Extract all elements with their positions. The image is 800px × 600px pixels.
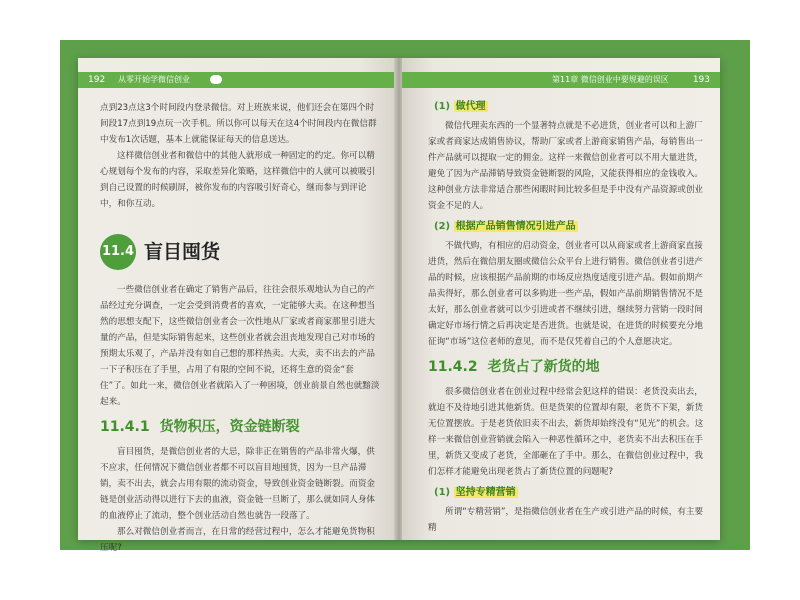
section-number-2: 11.4.2 bbox=[428, 359, 478, 375]
section-heading-11-4-2 bbox=[428, 356, 706, 378]
wechat-icon bbox=[210, 75, 222, 84]
left-body-bottom bbox=[100, 282, 382, 556]
right-para-2: 不做代购，有相应的启动资金，创业者可以从商家或者上游商家直接进货，然后在微信朋友圈或微信公众平台上进行销售。微信创业者引进产品的时候，应该根据产品前期的市场反应热度适度引进产品。假如前期产品卖得好，那么创业者可以多购进一些产品，假如产品前期销售情况不是太好，那么创业者就可以少引进或者不继续引进，继续努力营销一段时间确定好市场行情之后再决定是否进货。也就是说，在进货的时候要充分地征询“市场”这位老师的意见，而不是仅凭着自己的个人意愿决定。 bbox=[428, 241, 704, 347]
left-para-1: 点到23点这3个时间段内登录微信。对上班族来说，他们还会在第四个时间段17点到19点玩一次手机。所以你可以每天在这4个时间段内在微信群中发布1次话题，基本上就能保证每天的信息送达。 bbox=[100, 103, 377, 145]
right-para-4: 所谓“专精营销”，是指微信创业者在生产或引进产品的时候，有主要精 bbox=[428, 507, 704, 533]
left-page-number: 192 bbox=[88, 75, 106, 85]
left-header-bar bbox=[78, 72, 396, 88]
chapter-title: 盲目囤货 bbox=[144, 241, 221, 263]
right-para-3: 很多微信创业者在创业过程中经常会犯这样的错误：老货没卖出去，就迫不及待地引进其他新货。但是货架的位置却有限，老货不下架，新货无位置摆放。于是老货依旧卖不出去，新货却始终没有“见光”的机会。这样一来微信创业营销就会陷入一种恶性循环之中，老货卖不出去积压在手里，新货又变成了老货，全部砸在了手中。那么，在微信创业过程中，我们怎样才能避免出现老货占了新货位置的问题呢? bbox=[428, 387, 704, 477]
left-body-top bbox=[100, 100, 382, 212]
left-page bbox=[78, 58, 396, 553]
section-title: 货物积压，资金链断裂 bbox=[159, 419, 300, 435]
left-running-head: 从零开始学微信创业 bbox=[118, 75, 190, 84]
right-page-number: 193 bbox=[692, 75, 710, 85]
section-title-2: 老货占了新货的地 bbox=[487, 359, 600, 375]
left-para-4: 盲目囤货，是微信创业者的大忌，除非正在销售的产品非常火爆，供不应求，任何情况下微信创业者都不可以盲目地囤货，因为一旦产品滞销，卖不出去，就会占用有限的流动资金，导致创业资金链断裂。而资金链是创业活动得以进行下去的血液，资金链一旦断了，那么就如同人身体的血液停止了流动，整个创业活动自然也就告一段落了。 bbox=[100, 447, 376, 521]
subheading-3-number: (1) bbox=[434, 487, 451, 498]
subheading-1-number: (1) bbox=[434, 101, 451, 112]
left-para-2: 这样微信创业者和微信中的其他人就形成一种固定的约定。你可以精心规划每个发布的内容，采取差异化策略，这样微信中的人就可以被吸引到自己设置的时候刷屏，被你发布的内容吸引好奇心，继而参与到评论中，和你互动。 bbox=[100, 151, 376, 209]
open-book bbox=[78, 58, 720, 553]
subheading-1-title: 做代理 bbox=[455, 101, 486, 112]
subheading-2 bbox=[434, 218, 706, 236]
right-running-head: 第11章 微信创业中要规避的误区 bbox=[552, 75, 669, 84]
section-heading-11-4-1 bbox=[100, 416, 382, 438]
right-header-bar bbox=[402, 72, 720, 88]
right-body bbox=[428, 94, 706, 536]
chapter-number-badge: 11.4 bbox=[100, 234, 136, 270]
right-para-1: 微信代理卖东西的一个显著特点就是不必进货，创业者可以和上游厂家或者商家达成销售协议，帮助厂家或者上游商家销售产品，每销售出一件产品就可以提取一定的佣金。这样一来微信创业者可以不用大量进货，避免了因为产品滞销导致资金链断裂的风险，又能获得相应的金钱收入。这种创业方法非常适合那些闲暇时间比较多但是手中没有产品资源或创业资金不足的人。 bbox=[428, 121, 704, 211]
left-para-3: 一些微信创业者在确定了销售产品后，往往会很乐观地认为自己的产品经过充分调查，一定会受到消费者的喜欢，一定能够大卖。在这种想当然的思想支配下，这些微信创业者会一次性地从厂家或者商家那里引进大量的产品，但是实际销售起来，这些创业者就会沮丧地发现自己对市场的预期太乐观了，产品并没有如自己想的那样热卖。大卖，卖不出去的产品一下子积压在了手里，占用了有限的空间不说，还将生意的资金“套住”了。如此一来，微信创业者就陷入了一种困境，创业前景自然也就黯淡起来。 bbox=[100, 285, 380, 407]
section-number: 11.4.1 bbox=[100, 419, 150, 435]
left-para-5: 那么对微信创业者而言，在日常的经营过程中，怎么才能避免货物积压呢? bbox=[100, 527, 375, 553]
right-page bbox=[402, 58, 720, 540]
subheading-2-title: 根据产品销售情况引进产品 bbox=[455, 221, 576, 232]
subheading-3-title: 坚持专精营销 bbox=[455, 487, 516, 498]
subheading-1 bbox=[434, 98, 706, 116]
subheading-3 bbox=[434, 484, 706, 502]
subheading-2-number: (2) bbox=[434, 221, 451, 232]
